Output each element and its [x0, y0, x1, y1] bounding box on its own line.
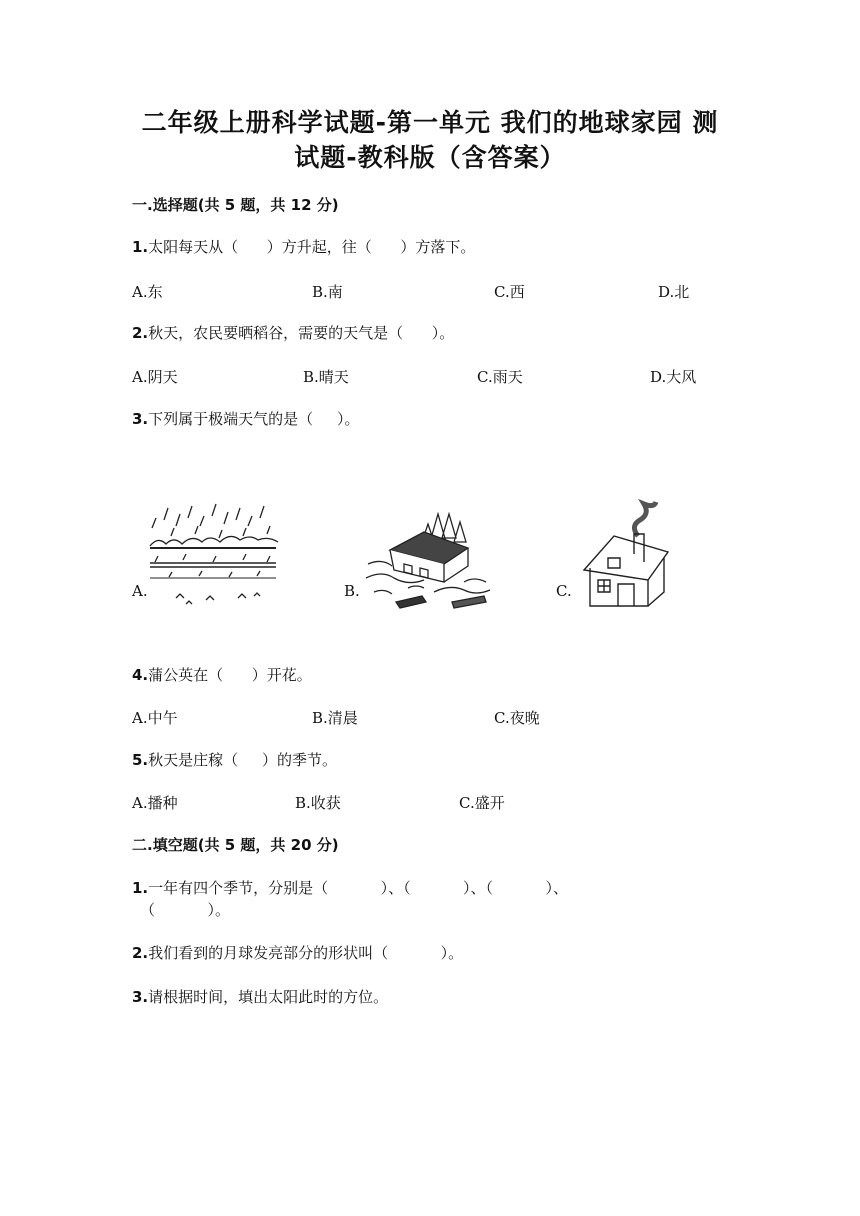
fill-question-3	[132, 986, 388, 1007]
option-b: B.收获	[295, 794, 341, 812]
question-number: 5.	[132, 751, 149, 769]
heavy-rain-image	[146, 500, 282, 612]
question-text: 我们看到的月球发亮部分的形状叫（ ）。	[148, 944, 464, 962]
option-a: A.	[132, 582, 148, 600]
fill-question-2	[132, 942, 463, 963]
house-smoke-image	[580, 496, 676, 612]
option-a: A.东	[132, 283, 163, 301]
title-line-2: 试题-教科版（含答案）	[294, 143, 566, 172]
option-c: C.夜晚	[494, 709, 540, 727]
question-1	[132, 236, 475, 257]
question-number: 2.	[132, 944, 149, 962]
option-a: A.中午	[132, 709, 178, 727]
question-2	[132, 322, 454, 343]
question-text: 下列属于极端天气的是（ ）。	[148, 410, 360, 428]
title-line-1: 二年级上册科学试题-第一单元 我们的地球家园 测	[141, 108, 719, 137]
option-c: C.西	[494, 283, 525, 301]
section-heading-fill: 二.填空题(共 5 题，共 20 分)	[132, 836, 339, 854]
section-heading-choice: 一.选择题(共 5 题，共 12 分)	[132, 196, 339, 214]
option-d: D.北	[658, 283, 690, 301]
option-a: A.播种	[132, 794, 178, 812]
option-c: C.雨天	[477, 368, 523, 386]
question-text: 蒲公英在（ ）开花。	[148, 666, 312, 684]
option-c: C.盛开	[459, 794, 505, 812]
option-a: A.阴天	[132, 368, 178, 386]
question-5	[132, 749, 337, 770]
option-b: B.晴天	[303, 368, 349, 386]
question-number: 4.	[132, 666, 149, 684]
flood-image	[364, 498, 494, 614]
question-text: 一年有四个季节，分别是（ ）、（ ）、（ ）、	[148, 879, 568, 897]
question-number: 1.	[132, 879, 149, 897]
option-b: B.清晨	[312, 709, 358, 727]
question-number: 3.	[132, 988, 149, 1006]
question-3	[132, 408, 359, 429]
option-d: D.大风	[650, 368, 697, 386]
question-text: 秋天，农民要晒稻谷，需要的天气是（ ）。	[148, 324, 455, 342]
question-number: 2.	[132, 324, 149, 342]
question-number: 3.	[132, 410, 149, 428]
question-text: 秋天是庄稼（ ）的季节。	[148, 751, 337, 769]
question-4	[132, 664, 312, 685]
question-text: 请根据时间，填出太阳此时的方位。	[148, 988, 389, 1006]
fill-question-1	[132, 877, 568, 898]
question-text: 太阳每天从（ ）方升起，往（ ）方落下。	[148, 238, 476, 256]
option-b: B.	[344, 582, 360, 600]
question-number: 1.	[132, 238, 149, 256]
option-b: B.南	[312, 283, 343, 301]
fill-question-1-continued: （ ）。	[140, 901, 230, 919]
option-c: C.	[556, 582, 572, 600]
